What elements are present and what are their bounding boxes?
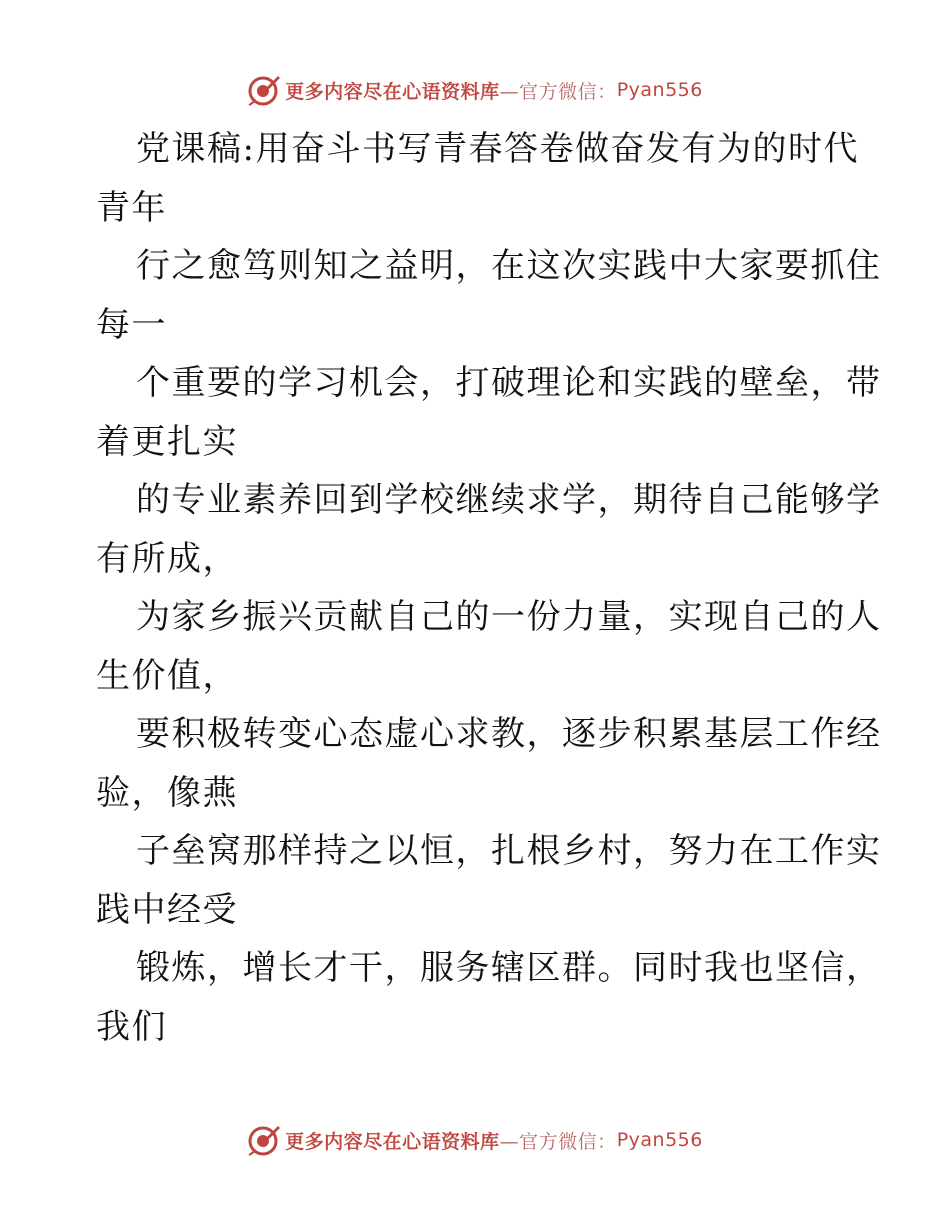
body-line: 践中经受 xyxy=(96,889,238,930)
body-line: 生价值， xyxy=(96,655,238,696)
watermark-separator-text: —官方微信： xyxy=(499,80,617,103)
watermark-main-text: 更多内容尽在心语资料库 xyxy=(285,80,500,103)
document-body xyxy=(96,120,882,1056)
footer-watermark xyxy=(0,1120,950,1160)
header-watermark xyxy=(0,70,950,110)
title-line-2: 青年 xyxy=(96,187,167,228)
body-line: 子垒窝那样持之以恒，扎根乡村，努力在工作实 xyxy=(136,831,882,871)
body-line: 有所成， xyxy=(96,538,238,579)
body-line: 每一 xyxy=(96,304,167,345)
body-line: 行之愈笃则知之益明，在这次实践中大家要抓住 xyxy=(136,246,882,286)
body-line: 着更扎实 xyxy=(96,421,238,462)
body-line: 我们 xyxy=(96,1006,167,1047)
watermark-separator-text: —官方微信： xyxy=(499,1130,617,1153)
pen-logo-icon xyxy=(247,73,281,107)
body-line: 为家乡振兴贡献自己的一份力量，实现自己的人 xyxy=(136,597,882,637)
watermark-wechat-id: Pyan556 xyxy=(616,1129,703,1151)
body-line: 的专业素养回到学校继续求学，期待自己能够学 xyxy=(136,480,882,520)
body-line: 锻炼，增长才干，服务辖区群。同时我也坚信， xyxy=(136,948,882,988)
body-line: 验，像燕 xyxy=(96,772,238,813)
pen-logo-icon xyxy=(247,1123,281,1157)
watermark-wechat-id: Pyan556 xyxy=(616,79,703,101)
title-line-1: 党课稿:用奋斗书写青春答卷做奋发有为的时代 xyxy=(136,129,859,169)
body-line: 个重要的学习机会，打破理论和实践的壁垒，带 xyxy=(136,363,882,403)
watermark-main-text: 更多内容尽在心语资料库 xyxy=(285,1130,500,1153)
body-line: 要积极转变心态虚心求教，逐步积累基层工作经 xyxy=(136,714,882,754)
